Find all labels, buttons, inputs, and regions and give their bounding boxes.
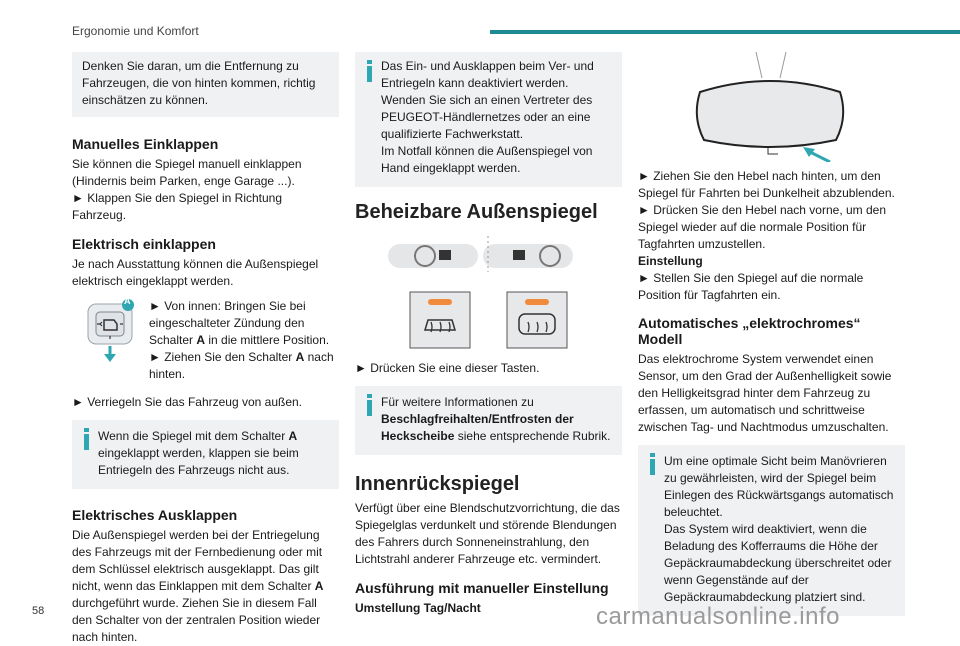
info-defrost-c: siehe entsprechende Rubrik. bbox=[454, 429, 611, 443]
info-fold-letter: A bbox=[288, 429, 298, 443]
note-box-distance bbox=[72, 52, 339, 117]
header-accent-bar bbox=[490, 30, 960, 34]
switch-badge-label: A bbox=[124, 296, 131, 306]
interior-mirror-illustration bbox=[638, 52, 905, 162]
info-icon bbox=[82, 428, 91, 450]
unfold-text-a: Die Außenspiegel werden bei der Entriegelung des Fahrzeugs mit der Fernbedienung oder mit dem Schlüssel elektrisch ausgeklappt. Das gilt nicht, wenn das Einklappen mit dem Schalter bbox=[72, 528, 323, 593]
electric-fold-text: Je nach Ausstattung können die Außenspiegel elektrisch eingeklappt werden. bbox=[72, 257, 319, 288]
heated-mirror-figure bbox=[355, 232, 622, 350]
electric-unfold-text bbox=[72, 527, 339, 646]
switch-figure-block bbox=[72, 298, 339, 390]
watermark: carmanualsonline.info bbox=[596, 603, 840, 630]
heading-interior-mirror: Innenrückspiegel bbox=[355, 473, 520, 495]
info-box-electrochrome bbox=[638, 445, 905, 616]
column-3 bbox=[638, 52, 905, 616]
info-icon bbox=[365, 60, 374, 82]
heading-electrochrome: Automatisches „elektrochromes“ Modell bbox=[638, 315, 861, 347]
lock-step: ► Verriegeln Sie das Fahrzeug von außen. bbox=[72, 395, 303, 409]
mirror-switch-icon bbox=[86, 298, 142, 364]
setting-step: ► Stellen Sie den Spiegel auf die normale Position für Tagfahrten ein. bbox=[638, 271, 864, 302]
page-number: 58 bbox=[32, 605, 45, 617]
info-icon bbox=[648, 453, 657, 475]
manual-fold-text: Sie können die Spiegel manuell einklappen (Hindernis beim Parken, enge Garage ...). bbox=[72, 157, 302, 188]
step2-text-a: ► Ziehen Sie den Schalter bbox=[149, 350, 296, 364]
column-2 bbox=[355, 52, 622, 617]
step2-switch-letter: A bbox=[295, 350, 305, 364]
column-1 bbox=[72, 52, 339, 646]
info-deactivate-text: Das Ein- und Ausklappen beim Ver- und Entriegeln kann deaktiviert werden. Wenden Sie sich an einen Vertreter des PEUGEOT-Händlernetzes oder an eine qualifizierte Fachwerkstatt. Im Notfall können die Außenspiegel von Hand eingeklappt werden. bbox=[381, 59, 594, 175]
info-fold-a: Wenn die Spiegel mit dem Schalter bbox=[98, 429, 289, 443]
unfold-switch-letter: A bbox=[314, 579, 324, 593]
switch-steps bbox=[149, 298, 339, 383]
info-defrost-text bbox=[365, 394, 612, 445]
info-defrost-link: Beschlagfreihalten/Entfrosten der Heckscheibe bbox=[381, 412, 574, 443]
electrochrome-text: Das elektrochrome System verwendet einen Sensor, um den Grad der Außenhelligkeit sowie den Helligkeitsgrad hinter dem Fahrzeug zu erfassen, um automatisch und schrittweise zwischen Tag- und Nachtmodus umzuschalten. bbox=[638, 352, 892, 434]
info-box-deactivate bbox=[355, 52, 622, 187]
lever-steps: ► Ziehen Sie den Hebel nach hinten, um den Spiegel für Fahrten bei Dunkelheit abzublenden. ► Drücken Sie den Hebel nach vorne, um den Spiegel wieder auf die normale Position für Tagfahrten umzustellen. bbox=[638, 169, 895, 251]
info-defrost-a: Für weitere Informationen zu bbox=[381, 395, 534, 409]
info-box-defrost bbox=[355, 386, 622, 455]
heading-manual-fold: Manuelles Einklappen bbox=[72, 136, 219, 152]
heading-day-night: Umstellung Tag/Nacht bbox=[355, 601, 481, 615]
step2-text-c: nach hinten. bbox=[149, 350, 334, 381]
step1-switch-letter: A bbox=[196, 333, 206, 347]
info-box-fold bbox=[72, 420, 339, 489]
section-title: Ergonomie und Komfort bbox=[72, 24, 199, 38]
press-buttons-step: ► Drücken Sie eine dieser Tasten. bbox=[355, 361, 540, 375]
info-fold-text bbox=[82, 428, 329, 479]
note-text: Denken Sie daran, um die Entfernung zu Fahrzeugen, die von hinten kommen, richtig einschätzen zu können. bbox=[82, 59, 316, 107]
manual-fold-step: ► Klappen Sie den Spiegel in Richtung Fahrzeug. bbox=[72, 191, 283, 222]
info-fold-c: eingeklappt werden, klappen sie beim Entriegeln des Fahrzeugs nicht aus. bbox=[98, 446, 299, 477]
info-icon bbox=[365, 394, 374, 416]
step1-text-a: ► Von innen: Bringen Sie bei eingeschalteter Zündung den Schalter bbox=[149, 299, 306, 347]
defrost-buttons-illustration bbox=[355, 232, 622, 350]
info-electrochrome-text: Um eine optimale Sicht beim Manövrieren zu gewährleisten, wird der Spiegel beim Einlegen des Rückwärtsgangs automatisch beleuchtet. Das System wird deaktiviert, wenn die Beladung des Kofferraums die Höhe der Gepäckraumabdeckung überschreitet oder wenn Gegenstände auf der Gepäckraumabdeckung platziert sind. bbox=[664, 454, 894, 604]
heading-setting: Einstellung bbox=[638, 254, 703, 268]
heading-electric-fold: Elektrisch einklappen bbox=[72, 236, 216, 252]
interior-mirror-text: Verfügt über eine Blendschutzvorrichtung, die das Spiegelglas verdunkelt und störende Blendungen des Fahrers durch Sonneneinstrahlung, den Lichtstrahl anderer Fahrzeuge etc. vermindert. bbox=[355, 501, 620, 566]
step1-text-c: in die mittlere Position. bbox=[205, 333, 330, 347]
heading-manual-adjustment: Ausführung mit manueller Einstellung bbox=[355, 580, 609, 596]
unfold-text-c: durchgeführt wurde. Ziehen Sie in diesem Fall den Schalter von der zentralen Position wieder nach hinten. bbox=[72, 596, 321, 644]
heading-electric-unfold: Elektrisches Ausklappen bbox=[72, 507, 238, 523]
heading-heated-mirrors: Beheizbare Außenspiegel bbox=[355, 201, 598, 223]
